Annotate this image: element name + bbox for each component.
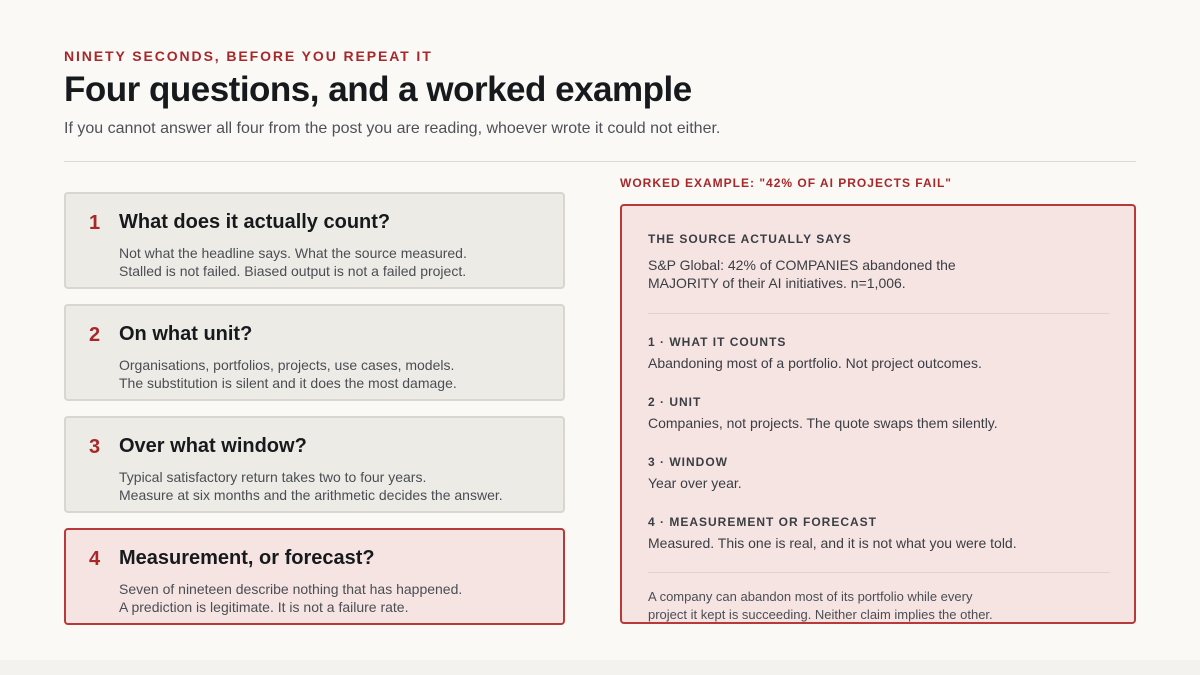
question-body-line: Stalled is not failed. Biased output is not a failed project. xyxy=(119,263,467,279)
source-label: THE SOURCE ACTUALLY SAYS xyxy=(648,232,852,246)
question-heading: Over what window? xyxy=(119,435,307,457)
question-body xyxy=(119,580,462,616)
question-number: 2 xyxy=(89,324,101,346)
example-divider xyxy=(648,572,1110,573)
page-title: Four questions, and a worked example xyxy=(64,70,692,109)
question-body-line: Typical satisfactory return takes two to four years. xyxy=(119,469,427,485)
question-body-line: The substitution is silent and it does the most damage. xyxy=(119,375,457,391)
answer-text: Abandoning most of a portfolio. Not project outcomes. xyxy=(648,355,982,371)
footnote-line: project it kept is succeeding. Neither claim implies the other. xyxy=(648,607,993,622)
header-divider xyxy=(64,161,1136,162)
eyebrow: NINETY SECONDS, BEFORE YOU REPEAT IT xyxy=(64,48,433,64)
question-heading: Measurement, or forecast? xyxy=(119,547,375,569)
question-body xyxy=(119,468,503,504)
answer-label: 3 · WINDOW xyxy=(648,455,728,469)
question-card-1 xyxy=(64,192,565,289)
worked-example-label: WORKED EXAMPLE: "42% OF AI PROJECTS FAIL" xyxy=(620,176,952,190)
question-body-line: Measure at six months and the arithmetic decides the answer. xyxy=(119,487,503,503)
question-heading: On what unit? xyxy=(119,323,253,345)
question-body xyxy=(119,356,457,392)
bottom-band xyxy=(0,660,1200,675)
question-number: 4 xyxy=(89,548,101,570)
question-body-line: Organisations, portfolios, projects, use cases, models. xyxy=(119,357,455,373)
question-card-3 xyxy=(64,416,565,513)
example-footnote xyxy=(648,588,993,624)
answer-text: Measured. This one is real, and it is not what you were told. xyxy=(648,535,1017,551)
source-text xyxy=(648,256,956,292)
question-body-line: A prediction is legitimate. It is not a failure rate. xyxy=(119,599,409,615)
answer-text: Year over year. xyxy=(648,475,742,491)
question-body-line: Not what the headline says. What the source measured. xyxy=(119,245,467,261)
source-text-line: MAJORITY of their AI initiatives. n=1,006. xyxy=(648,275,906,291)
question-number: 1 xyxy=(89,212,101,234)
question-body xyxy=(119,244,467,280)
page-subtitle: If you cannot answer all four from the post you are reading, whoever wrote it could not either. xyxy=(64,120,721,137)
question-body-line: Seven of nineteen describe nothing that has happened. xyxy=(119,581,463,597)
question-heading: What does it actually count? xyxy=(119,211,391,233)
question-card-2 xyxy=(64,304,565,401)
example-divider xyxy=(648,313,1110,314)
footnote-line: A company can abandon most of its portfolio while every xyxy=(648,589,973,604)
worked-example-card xyxy=(620,204,1136,624)
answer-label: 2 · UNIT xyxy=(648,395,702,409)
question-card-4 xyxy=(64,528,565,625)
source-text-line: S&P Global: 42% of COMPANIES abandoned the xyxy=(648,257,956,273)
question-number: 3 xyxy=(89,436,101,458)
answer-label: 1 · WHAT IT COUNTS xyxy=(648,335,787,349)
answer-label: 4 · MEASUREMENT OR FORECAST xyxy=(648,515,878,529)
answer-text: Companies, not projects. The quote swaps them silently. xyxy=(648,415,998,431)
